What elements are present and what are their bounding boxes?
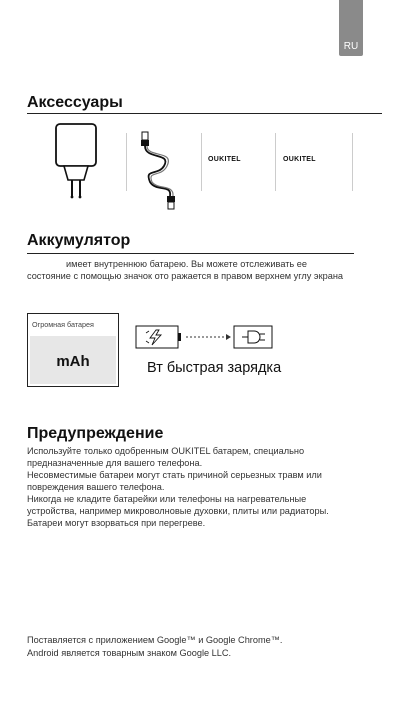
footer-line: Поставляется с приложением Google™ и Google Chrome™. (27, 635, 283, 645)
warning-line: устройства, например микроволновые духовки, плиты или радиаторы. (27, 506, 329, 516)
warning-title: Предупреждение (27, 425, 164, 442)
battery-description-line: состояние с помощью значок ото ражается в правом верхнем углу экрана (27, 271, 344, 281)
warning-line: Несовместимые батареи могут стать причиной серьезных травм или (27, 470, 322, 480)
divider (275, 133, 276, 191)
accessories-rule (27, 113, 382, 114)
battery-description-line: имеет внутреннюю батарею. Вы можете отслеживать ее (66, 259, 307, 269)
fast-charge-diagram (134, 322, 276, 352)
battery-title: Аккумулятор (27, 232, 131, 249)
battery-card-label: Огромная батарея (32, 320, 94, 329)
usb-cable-icon (138, 130, 184, 212)
fast-charge-label: Вт быстрая зарядка (147, 360, 282, 376)
divider (126, 133, 127, 191)
warning-line: повреждения вашего телефона. (27, 482, 165, 492)
warning-line: Используйте только одобренным OUKITEL батарем, специально (27, 446, 305, 456)
footer-line: Android является товарным знаком Google LLC. (27, 648, 232, 658)
language-tab (339, 0, 363, 56)
battery-capacity-card (27, 313, 119, 387)
battery-bolt-icon (136, 326, 181, 348)
language-label: RU (343, 41, 359, 52)
battery-rule (27, 253, 354, 254)
warning-line: Батареи могут взорваться при перегреве. (27, 518, 206, 528)
battery-capacity-value: mAh (56, 353, 90, 370)
divider (352, 133, 353, 191)
charger-icon (50, 120, 100, 204)
accessories-title: Аксессуары (27, 94, 123, 111)
brand-label: OUKITEL (208, 156, 241, 163)
warning-line: Никогда не кладите батарейки или телефоны на нагревательные (27, 494, 307, 504)
brand-label: OUKITEL (283, 156, 316, 163)
warning-line: предназначенные для вашего телефона. (27, 458, 203, 468)
battery-card-inner (30, 336, 116, 384)
divider (201, 133, 202, 191)
plug-icon (234, 326, 272, 348)
